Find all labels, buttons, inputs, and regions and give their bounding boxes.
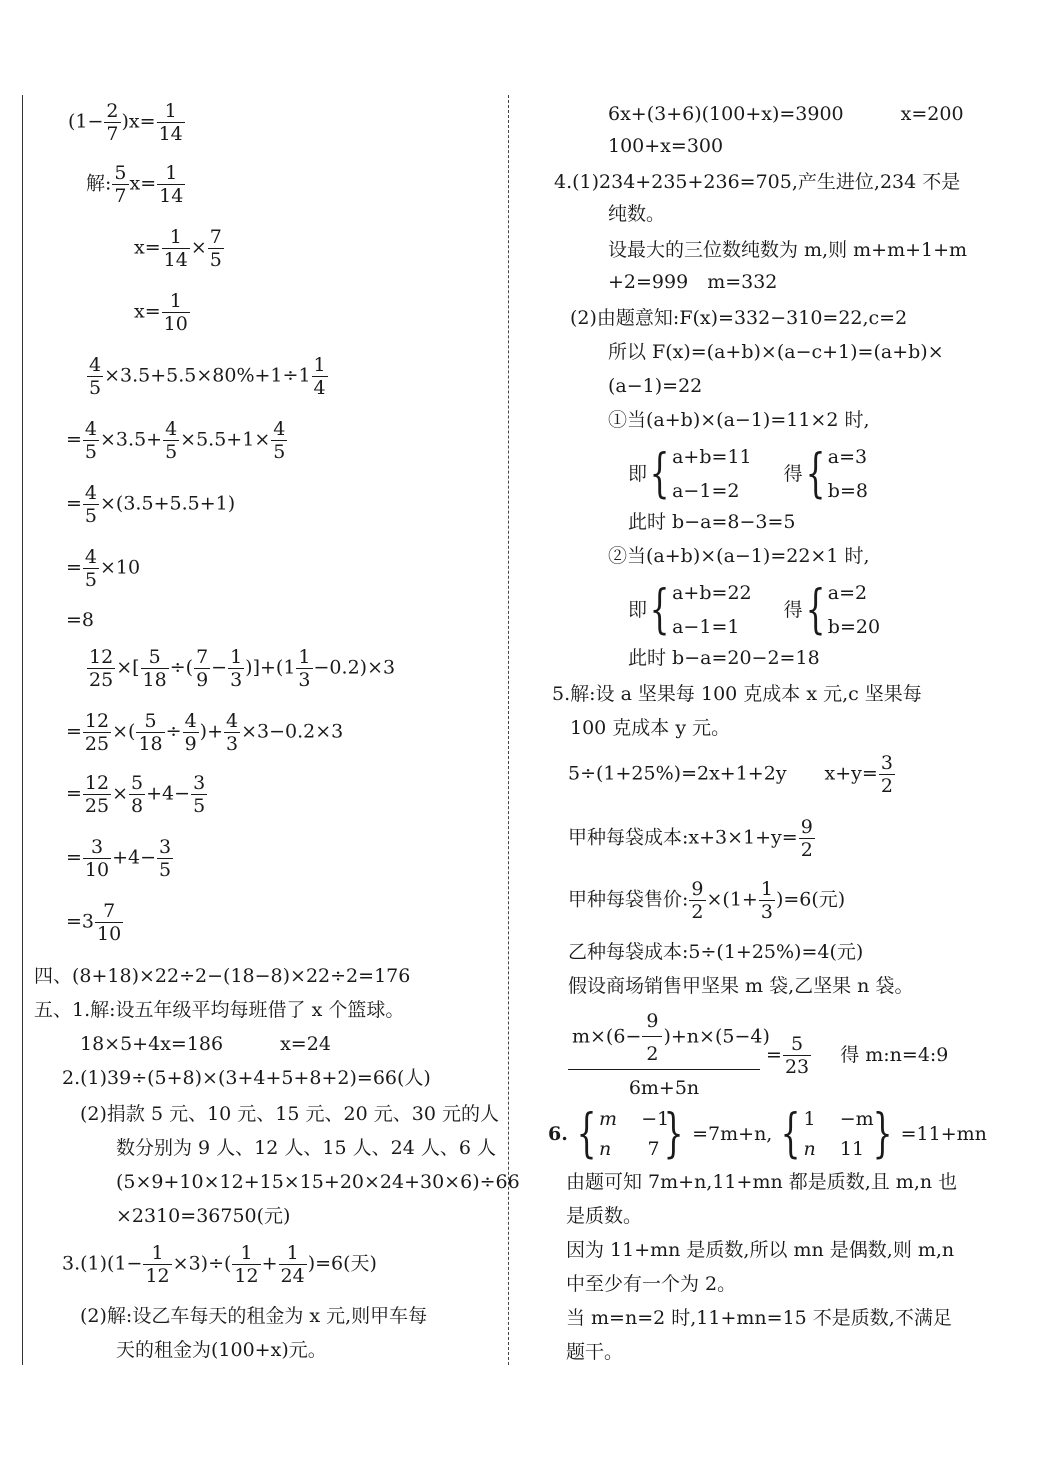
q6-line-2: 由题可知 7m+n,11+mn 都是质数,且 m,n 也 — [566, 1171, 958, 1193]
q4-line-3: 设最大的三位数纯数为 m,则 m+m+1+m — [608, 239, 968, 261]
q5-line-4: 甲种每袋成本:x+3×1+y= $\frac{9}{2}$ — [568, 816, 813, 861]
left-brace-icon: { — [805, 444, 826, 504]
q2-part2-line3: (5×9+10×12+15×15+20×24+30×6)÷66 — [116, 1171, 520, 1193]
calc3-line-5: =3 $\frac{7}{10}$ — [66, 900, 122, 945]
right-eq-2: 100+x=300 — [608, 135, 724, 157]
solution-line-2: x= $\frac{1}{14}$ × $\frac{7}{5}$ — [134, 226, 222, 271]
q6-line-6: 当 m=n=2 时,11+mn=15 不是质数,不满足 — [566, 1307, 952, 1329]
q6-line-3: 是质数。 — [566, 1205, 643, 1227]
q2-part1: 2.(1)39÷(5+8)×(3+4+5+8+2)=66(人) — [62, 1067, 431, 1089]
case-1-system: 即{ a+b=11 a−1=2 得{ a=3 b=8 — [628, 444, 868, 504]
left-brace-icon: { — [649, 444, 670, 504]
solution-line-1: 解: $\frac{5}{7}$ x= $\frac{1}{14}$ — [86, 162, 184, 207]
left-brace-icon: { — [649, 580, 670, 640]
q4-line-4: +2=999 m=332 — [608, 271, 778, 293]
section-5-q1-eq: 18×5+4x=186 x=24 — [80, 1033, 331, 1055]
q6-line-4: 因为 11+mn 是质数,所以 mn 是偶数,则 m,n — [566, 1239, 955, 1261]
q5-line-1: 5.解:设 a 坚果每 100 克成本 x 元,c 坚果每 — [552, 683, 922, 705]
q6-determinants: 6. { m −1 n 7 } =7m+n, { 1 −m n 11 } =11+mn — [548, 1104, 987, 1164]
calc3-line-4: = $\frac{3}{10}$ +4− $\frac{3}{5}$ — [66, 836, 172, 881]
case-2-heading: ②当(a+b)×(a−1)=22×1 时, — [608, 545, 870, 567]
q2-part2-line4: ×2310=36750(元) — [116, 1205, 291, 1227]
calc2-line-5: =8 — [66, 609, 95, 631]
q5-line-2: 100 克成本 y 元。 — [570, 717, 731, 739]
q3-part1: 3.(1)(1− $\frac{1}{12}$ ×3)÷( $\frac{1}{12}$ + $\frac{1}{24}$ )=6(天) — [62, 1242, 377, 1287]
case-1-heading: ①当(a+b)×(a−1)=11×2 时, — [608, 409, 870, 431]
q6-line-5: 中至少有一个为 2。 — [566, 1273, 737, 1295]
case-2-system: 即{ a+b=22 a−1=1 得{ a=2 b=20 — [628, 580, 881, 640]
case-2-result: 此时 b−a=20−2=18 — [628, 647, 820, 669]
section-4: 四、(8+18)×22÷2−(18−8)×22÷2=176 — [34, 965, 411, 987]
q2-part2-line2: 数分别为 9 人、12 人、15 人、24 人、6 人 — [116, 1137, 496, 1159]
calc3-line-1: $\frac{12}{25}$ ×[ $\frac{5}{18}$ ÷( $\frac{7}{9}$ − $\frac{1}{3}$ )]+(1 $\frac{1}{3}$ −0.2)×3 — [89, 646, 396, 691]
q3-part2-line1: (2)解:设乙车每天的租金为 x 元,则甲车每 — [80, 1305, 428, 1327]
q4-line-1: 4.(1)234+235+236=705,产生进位,234 不是 — [554, 171, 961, 193]
q5-line-7: 假设商场销售甲坚果 m 袋,乙坚果 n 袋。 — [568, 975, 914, 997]
q4-line-6: 所以 F(x)=(a+b)×(a−c+1)=(a+b)× — [608, 341, 944, 363]
left-brace-icon: { — [781, 1104, 801, 1164]
calc2-line-3: = $\frac{4}{5}$ ×(3.5+5.5+1) — [66, 482, 236, 527]
q5-line-6: 乙种每袋成本:5÷(1+25%)=4(元) — [568, 941, 864, 963]
left-margin-line — [22, 95, 23, 1365]
calc2-line-4: = $\frac{4}{5}$ ×10 — [66, 546, 141, 591]
q2-part2-line1: (2)捐款 5 元、10 元、15 元、20 元、30 元的人 — [80, 1103, 499, 1125]
q5-line-8: m×(6− $\frac{9}{2}$ )+n×(5−4) 6m+5n = $\frac{5}{23}$ 得 m:n=4:9 — [568, 1010, 948, 1100]
section-5-q1: 五、1.解:设五年级平均每班借了 x 个篮球。 — [34, 999, 405, 1021]
left-brace-icon: { — [805, 580, 826, 640]
equation-1: (1− $\frac{2}{7}$ )x= $\frac{1}{14}$ — [68, 100, 183, 145]
right-brace-icon: } — [663, 1104, 684, 1164]
calc3-line-2: = $\frac{12}{25}$ ×( $\frac{5}{18}$ ÷ $\frac{4}{9}$ )+ $\frac{4}{3}$ ×3−0.2×3 — [66, 710, 344, 755]
left-brace-icon: { — [576, 1104, 597, 1164]
right-eq-1: 6x+(3+6)(100+x)=3900 x=200 — [608, 103, 964, 125]
calc2-line-1: $\frac{4}{5}$ ×3.5+5.5×80%+1÷1 $\frac{1}{4}$ — [89, 354, 326, 399]
q4-line-7: (a−1)=22 — [608, 375, 703, 397]
solution-line-3: x= $\frac{1}{10}$ — [134, 290, 188, 335]
right-brace-icon: } — [872, 1104, 892, 1164]
case-1-result: 此时 b−a=8−3=5 — [628, 511, 796, 533]
q6-line-7: 题干。 — [566, 1341, 624, 1363]
calc3-line-3: = $\frac{12}{25}$ × $\frac{5}{8}$ +4− $\frac{3}{5}$ — [66, 772, 206, 817]
q4-line-2: 纯数。 — [608, 203, 666, 225]
q5-line-3: 5÷(1+25%)=2x+1+2y x+y= $\frac{3}{2}$ — [568, 752, 893, 797]
q3-part2-line2: 天的租金为(100+x)元。 — [116, 1339, 327, 1361]
q5-line-5: 甲种每袋售价: $\frac{9}{2}$ ×(1+ $\frac{1}{3}$ )=6(元) — [568, 878, 846, 923]
calc2-line-2: = $\frac{4}{5}$ ×3.5+ $\frac{4}{5}$ ×5.5+1× $\frac{4}{5}$ — [66, 418, 286, 463]
q4-line-5: (2)由题意知:F(x)=332−310=22,c=2 — [570, 307, 908, 329]
